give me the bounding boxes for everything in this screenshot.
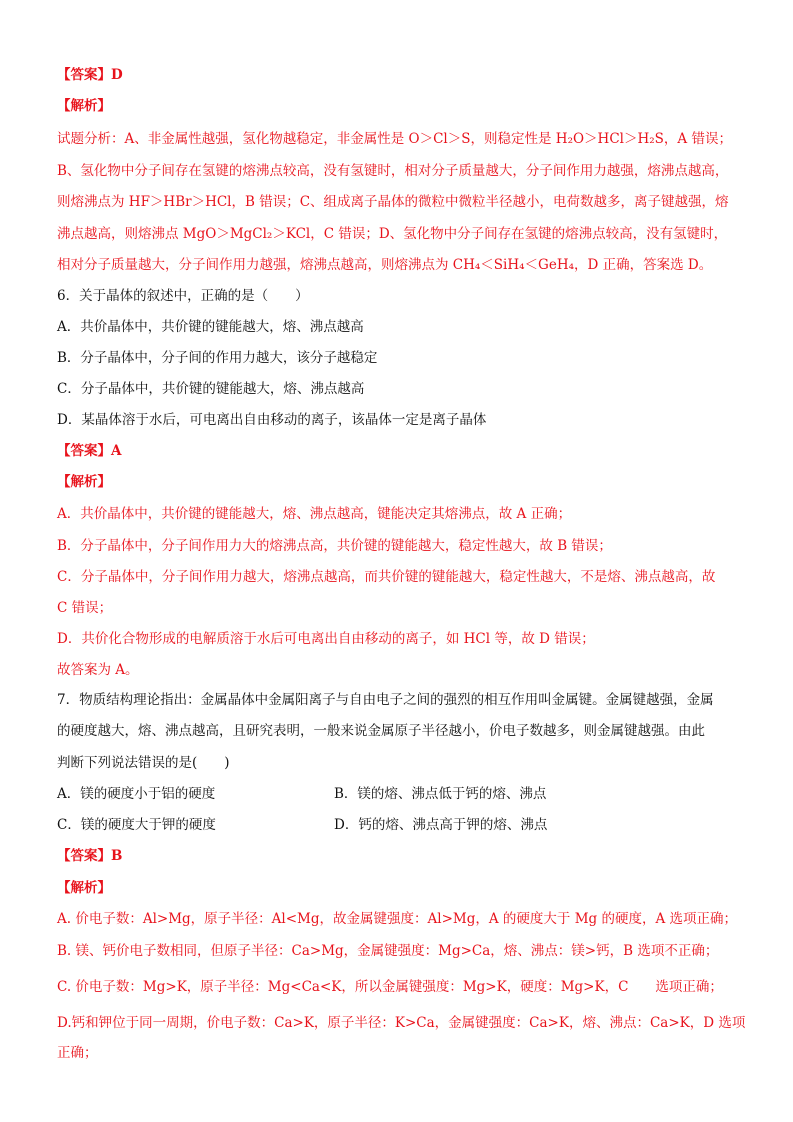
q7-option-d: D．钙的熔、沸点高于钾的熔、沸点 bbox=[334, 817, 548, 833]
q7-analysis-label: 【解析】 bbox=[57, 880, 111, 896]
q6-answer: 【答案】A bbox=[57, 443, 122, 459]
q7-analysis-line: 正确； bbox=[57, 1045, 98, 1061]
q6-stem: 6．关于晶体的叙述中，正确的是（ ） bbox=[57, 288, 309, 304]
q5-analysis-line: 沸点越高，则熔沸点 MgO＞MgCl₂＞KCl，C 错误；D、氢化物中分子间存在氢键的熔沸点较高，没有氢键时， bbox=[57, 226, 728, 242]
q6-conclusion: 故答案为 A。 bbox=[57, 662, 139, 678]
q6-option-a: A．共价晶体中，共价键的键能越大，熔、沸点越高 bbox=[57, 319, 364, 335]
q6-analysis-line: D．共价化合物形成的电解质溶于水后可电离出自由移动的离子，如 HCl 等，故 D 错误； bbox=[57, 631, 595, 647]
q6-analysis-label: 【解析】 bbox=[57, 474, 111, 490]
q7-analysis-line: A. 价电子数：Al>Mg，原子半径：Al<Mg，故金属键强度：Al>Mg，A 的硬度大于 Mg 的硬度，A 选项正确； bbox=[57, 911, 737, 927]
q6-analysis-line: C．分子晶体中，分子间作用力越大，熔沸点越高，而共价键的键能越大，稳定性越大，不是熔、沸点越高，故 bbox=[57, 569, 716, 585]
q6-analysis-line: C 错误； bbox=[57, 600, 113, 616]
q7-analysis-line: C. 价电子数：Mg>K，原子半径：Mg<Ca<K，所以金属键强度：Mg>K，硬度：Mg>K，C 选项正确； bbox=[57, 979, 723, 995]
q6-option-c: C．分子晶体中，共价键的键能越大，熔、沸点越高 bbox=[57, 381, 365, 397]
q7-option-a: A．镁的硬度小于铝的硬度 bbox=[57, 786, 216, 802]
q5-analysis-line: 相对分子质量越大，分子间作用力越强，熔沸点越高，则熔沸点为 CH₄＜SiH₄＜GeH₄，D 正确，答案选 D。 bbox=[57, 257, 713, 273]
q7-answer: 【答案】B bbox=[57, 848, 123, 864]
q5-analysis-label: 【解析】 bbox=[57, 98, 111, 114]
q5-analysis-line: 试题分析：A、非金属性越强，氢化物越稳定，非金属性是 O＞Cl＞S，则稳定性是 H₂O＞HCl＞H₂S，A 错误； bbox=[57, 131, 732, 147]
q6-analysis-line: A．共价晶体中，共价键的键能越大，熔、沸点越高，键能决定其熔沸点，故 A 正确； bbox=[57, 506, 572, 522]
q7-stem-line: 7．物质结构理论指出：金属晶体中金属阳离子与自由电子之间的强烈的相互作用叫金属键。金属键越强，金属 bbox=[57, 692, 714, 708]
q7-option-c: C．镁的硬度大于钾的硬度 bbox=[57, 817, 216, 833]
q7-analysis-line: D.钙和钾位于同一周期，价电子数：Ca>K，原子半径：K>Ca，金属键强度：Ca>K，熔、沸点：Ca>K，D 选项 bbox=[57, 1015, 746, 1031]
q7-analysis-line: B. 镁、钙价电子数相同，但原子半径：Ca>Mg，金属键强度：Mg>Ca，熔、沸点：镁>钙，B 选项不正确； bbox=[57, 943, 719, 959]
q5-answer: 【答案】D bbox=[57, 67, 123, 83]
q7-stem-line: 的硬度越大，熔、沸点越高，且研究表明，一般来说金属原子半径越小，价电子数越多，则金属键越强。由此 bbox=[57, 723, 705, 739]
q6-option-d: D．某晶体溶于水后，可电离出自由移动的离子，该晶体一定是离子晶体 bbox=[57, 412, 487, 428]
q5-analysis-line: B、氢化物中分子间存在氢键的熔沸点较高，没有氢键时，相对分子质量越大，分子间作用力越强，熔沸点越高， bbox=[57, 163, 729, 179]
q7-stem-line: 判断下列说法错误的是( ) bbox=[57, 755, 230, 771]
q5-analysis-line: 则熔沸点为 HF＞HBr＞HCl，B 错误；C、组成离子晶体的微粒中微粒半径越小，电荷数越多，离子键越强，熔 bbox=[57, 194, 729, 210]
q7-option-b: B．镁的熔、沸点低于钙的熔、沸点 bbox=[334, 786, 547, 802]
q6-option-b: B．分子晶体中，分子间的作用力越大，该分子越稳定 bbox=[57, 350, 378, 366]
q6-analysis-line: B．分子晶体中，分子间作用力大的熔沸点高，共价键的键能越大，稳定性越大，故 B 错误； bbox=[57, 538, 612, 554]
